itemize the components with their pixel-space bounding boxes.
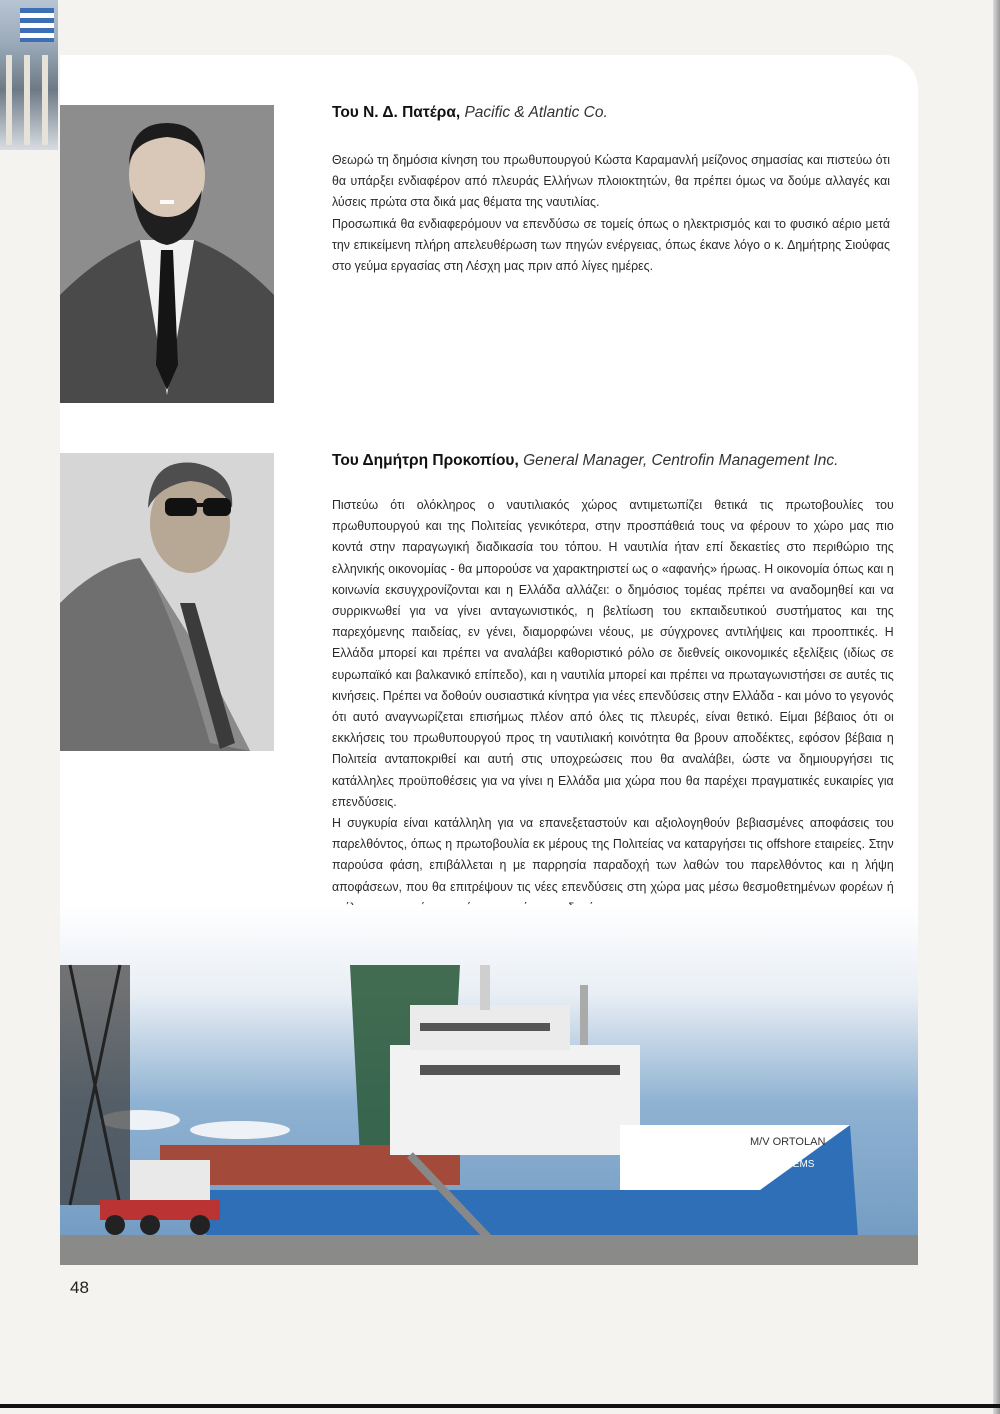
section-1-heading — [332, 104, 608, 122]
section-1-paragraph-1: Θεωρώ τη δημόσια κίνηση του πρωθυπουργού Κώστα Καραμανλή μείζονος σημασίας και πιστεύω ότι θα υπάρξει ενδιαφέρον από πλευράς Ελλήνων πλοιοκτητών, θα πρέπει όμως να δούμε αλλαγές και λύσεις πρώτα στα δικά μας θέματα της ναυτιλίας. — [332, 152, 890, 210]
section-2-paragraph-2: Η συγκυρία είναι κατάλληλη για να επανεξεταστούν και αξιολογηθούν βεβιασμένες αποφάσεις του παρελθόντος, όπως η πρωτοβουλία εκ μέρους της Πολιτείας να καταργήσει τις offshore εταιρείες. Στην παρούσα φάση, επιβάλλεται η με παρρησία παραδοχή των λαθών του παρελθόντος και η λήψη αποφάσεων, που θα επιτρέψουν τις νέες επενδύσεις στη χώρα μας μέσω θεσμοθετημένων φορέων ή — [332, 815, 894, 894]
bottom-rule — [0, 1404, 1000, 1408]
portrait-prokopiou — [60, 453, 274, 751]
section-1-affiliation: Pacific & Atlantic Co. — [464, 104, 608, 121]
section-1-paragraph-2: Προσωπικά θα ενδιαφερόμουν να επενδύσω σε τομείς όπως ο ηλεκτρισμός και το φυσικό αέριο μετά την επικείμενη πλήρη απελευθέρωση των πηγών ενέργειας, όπως έκανε λόγο ο κ. Δημήτρης Σιούφας στο γεύμα εργασίας στη Λέσχη μας πριν από λίγες ημέρες. — [332, 215, 890, 274]
page-edge-shadow — [993, 0, 1000, 1414]
ship-photo — [60, 905, 918, 1265]
section-2-author: Του Δημήτρη Προκοπίου, — [332, 452, 519, 469]
section-2-paragraph-1: Πιστεύω ότι ολόκληρος ο ναυτιλιακός χώρος αντιμετωπίζει θετικά τις πρωτοβουλίες του πρωθυπουργού και της Πολιτείας γενικότερα, στην προσπάθειά τους να φέρουν το χώρο μας πιο κοντά στην παραγωγική διαδικασία του τόπου. Η ναυτιλία ήταν επί δεκαετίες στο περιθώριο της ελληνικής οικονομίας - θα μπορούσε να χαρακτηριστεί ως ο «αφανής» ήρωας. Η οικονομία όπως και η κοινωνία εκσυγχρονίζονται και η Ελλάδα αλλάζει: ο δημόσιος τομέας πρέπει να αναδομηθεί και να συρρικνωθεί για να γίνει ανταγωνιστικός, η βελτίωση του εκπαιδευτικού συστήματος και της παρεχόμενης παιδείας, εν γένει, διαμορφώνει νέους, με σύγχρονες αντιλήψεις και προοπτικές. Η Ελλάδα μπορεί και πρέπει να αναλάβει καθοριστικό ρόλο σε διεθνείς οικονομικές εξελίξεις (ιδίως σε ευρωπαϊκό και βαλκανικό επίπεδο), και η ναυτιλία μπορεί και πρέπει να πρωταγωνιστήσει σε αυτές τις κινήσεις. Πρέπει να δοθούν ουσιαστικά κίνητρα για νέες επενδύσεις στην Ελλάδα - και μόνο το γεγονός ότι αυτό αναγνωρίζεται επισήμως πλέον από όλες τις πλευρές, είναι θετικό. Είμαι βέβαιος ότι οι εκκλήσεις του πρωθυπουργού προς τη ναυτιλιακή κοινότητα θα βρουν αποδέκτες, εφόσον βέβαια η Πολιτεία ανταποκριθεί και αυτή στις υποχρεώσεις που θα αναλάβει, ώστε να δημιουργήσει τις κατάλληλες προϋποθέσεις για να γίνει η Ελλάδα μια χώρα που θα παρέχει πραγματικές ευκαιρίες για επενδύσεις. — [332, 497, 894, 809]
corner-building-photo — [0, 0, 58, 150]
section-1-author: Του Ν. Δ. Πατέρα, — [332, 104, 461, 121]
greek-flag-icon — [20, 8, 54, 42]
portrait-patera — [60, 105, 274, 403]
section-2-heading — [332, 452, 838, 470]
page-number: 48 — [70, 1278, 89, 1297]
ship-hull-name: HAREN EMS — [755, 1159, 815, 1170]
section-1-body — [332, 149, 890, 276]
section-2-affiliation: General Manager, Centrofin Management Inc. — [523, 452, 839, 469]
ship-bow-name: Μ/V ORTOLAN — [750, 1136, 826, 1148]
section-2-body — [332, 494, 894, 918]
